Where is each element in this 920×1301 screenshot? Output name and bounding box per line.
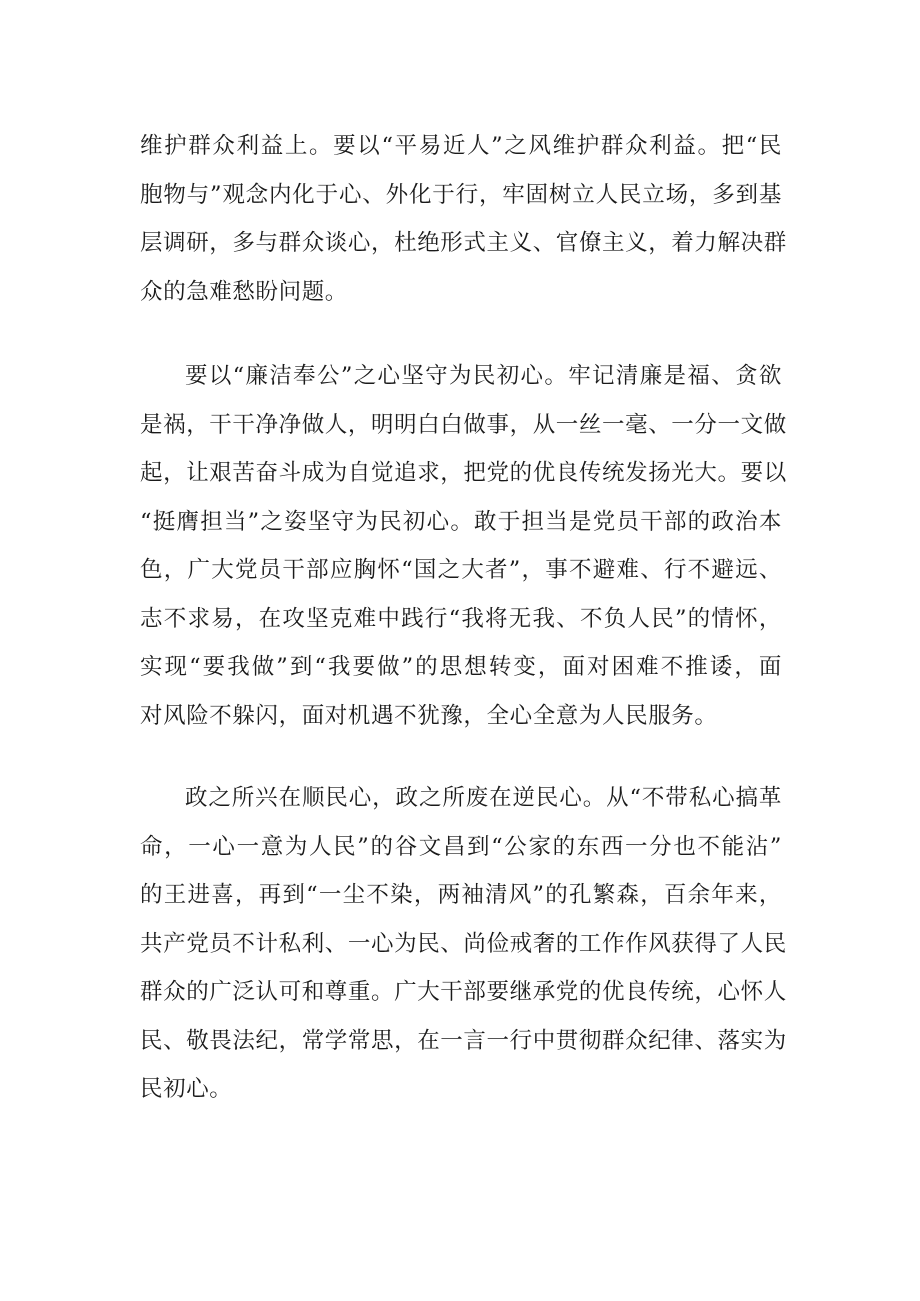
paragraph-1 (140, 122, 787, 316)
paragraph-line: 起，让艰苦奋斗成为自觉追求，把党的优良传统发扬光大。要以 (140, 460, 787, 486)
paragraph-line: 维护群众利益上。要以“平易近人”之风维护群众利益。把“民 (140, 133, 782, 159)
paragraph-line: 共产党员不计私利、一心为民、尚俭戒奢的工作作风获得了人民 (140, 930, 787, 957)
paragraph-line: 命，一心一意为人民”的谷文昌到“公家的东西一分也不能沾” (140, 833, 782, 860)
paragraph-line: 色，广大党员干部应胸怀“国之大者”，事不避难、行不避远、 (140, 557, 782, 583)
paragraph-line: 的王进喜，再到“一尘不染，两袖清风”的孔繁森，百余年来， (140, 882, 782, 908)
paragraph-line: 群众的广泛认可和尊重。广大干部要继承党的优良传统，心怀人 (140, 979, 787, 1005)
paragraph-line: 要以“廉洁奉公”之心坚守为民初心。牢记清廉是福、贪欲 (185, 363, 782, 389)
paragraph-line: 对风险不躲闪，面对机遇不犹豫，全心全意为人民服务。 (140, 702, 718, 729)
paragraph-line: 层调研，多与群众谈心，杜绝形式主义、官僚主义，着力解决群 (140, 230, 787, 256)
paragraph-line: 实现“要我做”到“我要做”的思想转变，面对困难不推诿，面 (140, 654, 782, 680)
paragraph-line: 民初心。 (140, 1076, 233, 1102)
paragraph-2 (140, 352, 787, 740)
paragraph-line: 志不求易，在攻坚克难中践行“我将无我、不负人民”的情怀， (140, 605, 782, 632)
paragraph-3 (140, 774, 787, 1114)
paragraph-line: 是祸，干干净净做人，明明白白做事，从一丝一毫、一分一文做 (140, 411, 787, 438)
paragraph-line: 民、敬畏法纪，常学常思，在一言一行中贯彻群众纪律、落实为 (140, 1027, 787, 1054)
paragraph-line: 胞物与”观念内化于心、外化于行，牢固树立人民立场，多到基 (140, 181, 782, 208)
paragraph-line: “挺膺担当”之姿坚守为民初心。敢于担当是党员干部的政治本 (140, 508, 782, 535)
paragraph-line: 政之所兴在顺民心，政之所废在逆民心。从“不带私心搞革 (185, 785, 782, 811)
paragraph-line: 众的急难愁盼问题。 (140, 278, 348, 305)
